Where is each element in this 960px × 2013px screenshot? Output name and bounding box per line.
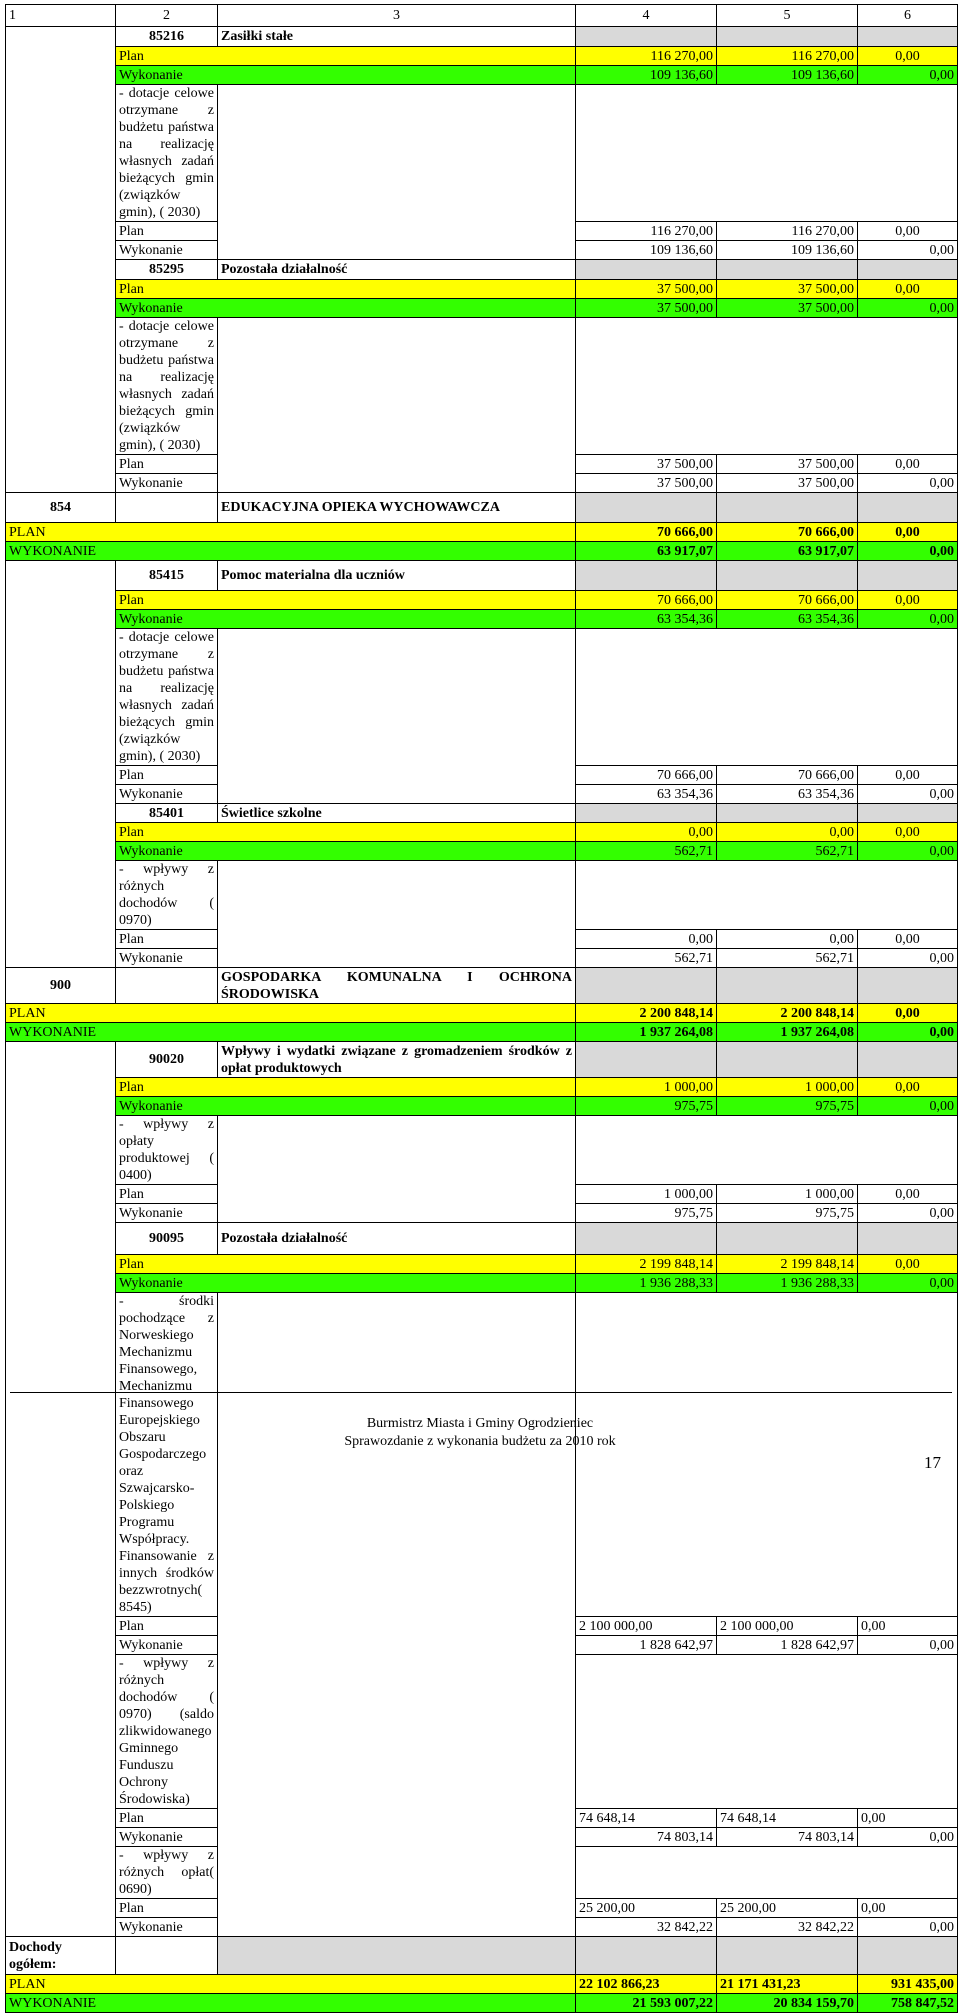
column-number: 6 — [858, 5, 958, 27]
chapter-row — [6, 27, 958, 47]
blank-cell — [717, 968, 858, 1004]
plan-value: 975,75 — [576, 1097, 717, 1116]
blank-cell — [858, 561, 958, 591]
difference-value: 0,00 — [858, 1078, 958, 1097]
difference-value: 0,00 — [858, 785, 958, 804]
row-label: Plan — [116, 1809, 218, 1828]
execution-row — [6, 1994, 958, 2013]
difference-value: 931 435,00 — [858, 1975, 958, 1994]
blank-cell — [576, 804, 717, 823]
plan-value: 1 000,00 — [576, 1185, 717, 1204]
execution-value: 1 936 288,33 — [717, 1274, 858, 1293]
execution-value: 975,75 — [717, 1097, 858, 1116]
row-label: PLAN — [6, 1004, 576, 1023]
chapter-name: Świetlice szkolne — [218, 804, 576, 823]
row-label: Plan — [116, 455, 218, 474]
blank-cell — [717, 260, 858, 280]
row-label: Wykonanie — [116, 241, 218, 260]
left-margin-cell — [6, 27, 116, 493]
plan-row — [6, 1078, 958, 1097]
plan-row — [6, 280, 958, 299]
grand-total-row — [6, 1937, 958, 1975]
execution-value: 63 917,07 — [717, 542, 858, 561]
blank-cell — [576, 561, 717, 591]
execution-row — [6, 66, 958, 85]
blank-cell — [717, 1937, 858, 1975]
difference-value: 0,00 — [858, 1097, 958, 1116]
row-label: Wykonanie — [116, 949, 218, 968]
plan-value: 562,71 — [576, 949, 717, 968]
page-number: 17 — [924, 1453, 941, 1472]
plan-value: 63 917,07 — [576, 542, 717, 561]
chapter-code: 90095 — [116, 1223, 218, 1255]
row-label: Plan — [116, 591, 576, 610]
difference-value: 0,00 — [858, 299, 958, 318]
plan-value: 37 500,00 — [576, 474, 717, 493]
income-source-description: - środki pochodzące z Norweskiego Mechanizmu Finansowego, Mechanizmu Finansowego Europejskiego Obszaru Gospodarczego oraz Szwajcarsko-Polskiego Programu Współpracy. Finansowanie z innych środków bezzwrotnych( 8545) — [116, 1293, 218, 1617]
difference-value: 0,00 — [858, 474, 958, 493]
division-code: 900 — [6, 968, 116, 1004]
execution-value: 25 200,00 — [717, 1899, 858, 1918]
footer-divider — [10, 1392, 952, 1393]
chapter-name: Wpływy i wydatki związane z gromadzeniem środków z opłat produktowych — [218, 1042, 576, 1078]
blank-cell — [576, 968, 717, 1004]
plan-value: 2 200 848,14 — [576, 1004, 717, 1023]
difference-value: 0,00 — [858, 1918, 958, 1937]
blank-cell — [576, 1116, 958, 1185]
blank-cell — [717, 493, 858, 523]
indent-cell — [218, 1293, 576, 1937]
row-label: Wykonanie — [116, 474, 218, 493]
execution-value: 63 354,36 — [717, 610, 858, 629]
difference-value: 0,00 — [858, 542, 958, 561]
difference-value: 0,00 — [858, 66, 958, 85]
chapter-code: 90020 — [116, 1042, 218, 1078]
chapter-row — [6, 804, 958, 823]
income-source-row — [6, 629, 958, 766]
column-number: 4 — [576, 5, 717, 27]
execution-value: 1 000,00 — [717, 1185, 858, 1204]
left-margin-cell — [6, 1042, 116, 1937]
plan-value: 0,00 — [576, 930, 717, 949]
budget-table — [5, 4, 958, 2013]
row-label: Wykonanie — [116, 785, 218, 804]
row-label: Plan — [116, 1617, 218, 1636]
chapter-row — [6, 260, 958, 280]
row-label: WYKONANIE — [6, 542, 576, 561]
plan-value: 22 102 866,23 — [576, 1975, 717, 1994]
blank-cell — [717, 804, 858, 823]
blank-cell — [218, 1937, 576, 1975]
difference-value: 0,00 — [858, 523, 958, 542]
plan-value: 37 500,00 — [576, 299, 717, 318]
plan-value: 975,75 — [576, 1204, 717, 1223]
plan-row — [6, 591, 958, 610]
plan-value: 25 200,00 — [576, 1899, 717, 1918]
difference-value: 0,00 — [858, 766, 958, 785]
column-number: 1 — [6, 5, 116, 27]
row-label: WYKONANIE — [6, 1994, 576, 2013]
blank-cell — [858, 260, 958, 280]
row-label: Plan — [116, 222, 218, 241]
footer-report-title: Sprawozdanie z wykonania budżetu za 2010 rok — [344, 1434, 616, 1449]
blank-cell — [576, 1223, 717, 1255]
execution-row — [6, 299, 958, 318]
blank-cell — [116, 493, 218, 523]
indent-cell — [218, 629, 576, 804]
indent-cell — [218, 1116, 576, 1223]
column-number: 2 — [116, 5, 218, 27]
plan-value: 109 136,60 — [576, 66, 717, 85]
blank-cell — [576, 1847, 958, 1899]
column-number: 3 — [218, 5, 576, 27]
blank-cell — [116, 1937, 218, 1975]
chapter-name: Zasiłki stałe — [218, 27, 576, 47]
blank-cell — [576, 629, 958, 766]
chapter-code: 85216 — [116, 27, 218, 47]
plan-value: 2 100 000,00 — [576, 1617, 717, 1636]
blank-cell — [576, 1937, 717, 1975]
blank-cell — [858, 968, 958, 1004]
income-source-description: - wpływy z opłaty produktowej ( 0400) — [116, 1116, 218, 1185]
execution-value: 74 648,14 — [717, 1809, 858, 1828]
income-source-description: - wpływy z różnych opłat( 0690) — [116, 1847, 218, 1899]
division-name: GOSPODARKA KOMUNALNA I OCHRONA ŚRODOWISKA — [218, 968, 576, 1004]
blank-cell — [717, 1042, 858, 1078]
indent-cell — [218, 861, 576, 968]
execution-value: 116 270,00 — [717, 47, 858, 66]
execution-row — [6, 610, 958, 629]
blank-cell — [858, 1937, 958, 1975]
difference-value: 0,00 — [858, 1204, 958, 1223]
execution-row — [6, 842, 958, 861]
difference-value: 0,00 — [858, 930, 958, 949]
income-source-description: - dotacje celowe otrzymane z budżetu państwa na realizację własnych zadań bieżących gmin (związków gmin), ( 2030) — [116, 85, 218, 222]
row-label: Wykonanie — [116, 66, 576, 85]
blank-cell — [576, 1655, 958, 1809]
blank-cell — [576, 1042, 717, 1078]
blank-cell — [717, 27, 858, 47]
plan-value: 37 500,00 — [576, 455, 717, 474]
row-label: Wykonanie — [116, 1828, 218, 1847]
execution-value: 63 354,36 — [717, 785, 858, 804]
blank-cell — [576, 85, 958, 222]
row-label: Wykonanie — [116, 610, 576, 629]
execution-value: 74 803,14 — [717, 1828, 858, 1847]
total-label: Dochody ogółem: — [6, 1937, 116, 1975]
blank-cell — [858, 27, 958, 47]
execution-value: 975,75 — [717, 1204, 858, 1223]
execution-row — [6, 1097, 958, 1116]
execution-value: 562,71 — [717, 842, 858, 861]
row-label: Wykonanie — [116, 1636, 218, 1655]
execution-value: 37 500,00 — [717, 455, 858, 474]
plan-value: 0,00 — [576, 823, 717, 842]
row-label: WYKONANIE — [6, 1023, 576, 1042]
plan-row — [6, 47, 958, 66]
plan-value: 70 666,00 — [576, 523, 717, 542]
row-label: Plan — [116, 1185, 218, 1204]
plan-value: 70 666,00 — [576, 591, 717, 610]
income-source-description: - wpływy z różnych dochodów ( 0970) (saldo zlikwidowanego Gminnego Funduszu Ochrony Środowiska) — [116, 1655, 218, 1809]
row-label: Wykonanie — [116, 299, 576, 318]
blank-cell — [858, 493, 958, 523]
plan-value: 562,71 — [576, 842, 717, 861]
difference-value: 0,00 — [858, 1255, 958, 1274]
blank-cell — [576, 260, 717, 280]
chapter-row — [6, 561, 958, 591]
division-row — [6, 493, 958, 523]
difference-value: 0,00 — [858, 1617, 958, 1636]
execution-value: 562,71 — [717, 949, 858, 968]
row-label: Plan — [116, 280, 576, 299]
execution-value: 109 136,60 — [717, 66, 858, 85]
blank-cell — [576, 861, 958, 930]
plan-value: 37 500,00 — [576, 280, 717, 299]
blank-cell — [116, 968, 218, 1004]
plan-value: 21 593 007,22 — [576, 1994, 717, 2013]
difference-value: 0,00 — [858, 455, 958, 474]
difference-value: 0,00 — [858, 280, 958, 299]
row-label: Wykonanie — [116, 1274, 576, 1293]
left-margin-cell — [6, 561, 116, 968]
row-label: Plan — [116, 930, 218, 949]
row-label: Plan — [116, 766, 218, 785]
difference-value: 0,00 — [858, 610, 958, 629]
chapter-code: 85295 — [116, 260, 218, 280]
row-label: Plan — [116, 1078, 576, 1097]
difference-value: 0,00 — [858, 47, 958, 66]
plan-value: 74 803,14 — [576, 1828, 717, 1847]
difference-value: 0,00 — [858, 1023, 958, 1042]
income-source-row — [6, 1116, 958, 1185]
column-number: 5 — [717, 5, 858, 27]
chapter-name: Pomoc materialna dla uczniów — [218, 561, 576, 591]
difference-value: 0,00 — [858, 823, 958, 842]
execution-value: 21 171 431,23 — [717, 1975, 858, 1994]
execution-value: 20 834 159,70 — [717, 1994, 858, 2013]
difference-value: 0,00 — [858, 842, 958, 861]
column-numbers-row — [6, 5, 958, 27]
plan-value: 32 842,22 — [576, 1918, 717, 1937]
income-source-row — [6, 85, 958, 222]
execution-value: 2 199 848,14 — [717, 1255, 858, 1274]
plan-value: 109 136,60 — [576, 241, 717, 260]
plan-value: 70 666,00 — [576, 766, 717, 785]
row-label: PLAN — [6, 523, 576, 542]
execution-value: 70 666,00 — [717, 523, 858, 542]
execution-value: 0,00 — [717, 823, 858, 842]
blank-cell — [576, 318, 958, 455]
plan-value: 1 936 288,33 — [576, 1274, 717, 1293]
income-source-row — [6, 1293, 958, 1617]
row-label: Plan — [116, 1899, 218, 1918]
execution-value: 116 270,00 — [717, 222, 858, 241]
blank-cell — [576, 1293, 958, 1617]
difference-value: 0,00 — [858, 949, 958, 968]
row-label: PLAN — [6, 1975, 576, 1994]
execution-row — [6, 1023, 958, 1042]
income-source-description: - wpływy z różnych dochodów ( 0970) — [116, 861, 218, 930]
difference-value: 0,00 — [858, 591, 958, 610]
division-name: EDUKACYJNA OPIEKA WYCHOWAWCZA — [218, 493, 576, 523]
chapter-code: 85401 — [116, 804, 218, 823]
chapter-name: Pozostała działalność — [218, 260, 576, 280]
row-label: Wykonanie — [116, 842, 576, 861]
chapter-code: 85415 — [116, 561, 218, 591]
plan-value: 1 000,00 — [576, 1078, 717, 1097]
blank-cell — [576, 27, 717, 47]
blank-cell — [858, 1223, 958, 1255]
execution-value: 0,00 — [717, 930, 858, 949]
row-label: Wykonanie — [116, 1204, 218, 1223]
row-label: Wykonanie — [116, 1918, 218, 1937]
plan-value: 63 354,36 — [576, 610, 717, 629]
execution-value: 37 500,00 — [717, 280, 858, 299]
blank-cell — [717, 561, 858, 591]
difference-value: 0,00 — [858, 1004, 958, 1023]
execution-value: 70 666,00 — [717, 766, 858, 785]
row-label: Plan — [116, 823, 576, 842]
plan-value: 116 270,00 — [576, 222, 717, 241]
plan-row — [6, 1255, 958, 1274]
difference-value: 758 847,52 — [858, 1994, 958, 2013]
blank-cell — [858, 1042, 958, 1078]
execution-value: 2 100 000,00 — [717, 1617, 858, 1636]
footer-author: Burmistrz Miasta i Gminy Ogrodzieniec — [366, 1416, 594, 1431]
indent-cell — [218, 318, 576, 493]
execution-value: 37 500,00 — [717, 299, 858, 318]
income-source-description: - dotacje celowe otrzymane z budżetu państwa na realizację własnych zadań bieżących gmin (związków gmin), ( 2030) — [116, 629, 218, 766]
blank-cell — [576, 493, 717, 523]
execution-value: 2 200 848,14 — [717, 1004, 858, 1023]
execution-row — [6, 1274, 958, 1293]
budget-table-body — [6, 5, 958, 2013]
plan-value: 2 199 848,14 — [576, 1255, 717, 1274]
chapter-name: Pozostała działalność — [218, 1223, 576, 1255]
indent-cell — [218, 85, 576, 260]
plan-value: 63 354,36 — [576, 785, 717, 804]
row-label: Plan — [116, 1255, 576, 1274]
difference-value: 0,00 — [858, 222, 958, 241]
execution-value: 1 828 642,97 — [717, 1636, 858, 1655]
division-row — [6, 968, 958, 1004]
execution-row — [6, 542, 958, 561]
difference-value: 0,00 — [858, 1636, 958, 1655]
plan-row — [6, 823, 958, 842]
row-label: Wykonanie — [116, 1097, 576, 1116]
difference-value: 0,00 — [858, 1274, 958, 1293]
plan-value: 116 270,00 — [576, 47, 717, 66]
execution-value: 70 666,00 — [717, 591, 858, 610]
difference-value: 0,00 — [858, 1809, 958, 1828]
blank-cell — [858, 804, 958, 823]
row-label: Plan — [116, 47, 576, 66]
plan-value: 74 648,14 — [576, 1809, 717, 1828]
execution-value: 32 842,22 — [717, 1918, 858, 1937]
difference-value: 0,00 — [858, 241, 958, 260]
execution-value: 109 136,60 — [717, 241, 858, 260]
difference-value: 0,00 — [858, 1185, 958, 1204]
difference-value: 0,00 — [858, 1899, 958, 1918]
plan-row — [6, 523, 958, 542]
blank-cell — [717, 1223, 858, 1255]
plan-value: 1 828 642,97 — [576, 1636, 717, 1655]
income-source-row — [6, 318, 958, 455]
plan-value: 1 937 264,08 — [576, 1023, 717, 1042]
difference-value: 0,00 — [858, 1828, 958, 1847]
plan-row — [6, 1975, 958, 1994]
division-code: 854 — [6, 493, 116, 523]
plan-row — [6, 1004, 958, 1023]
execution-value: 1 937 264,08 — [717, 1023, 858, 1042]
chapter-row — [6, 1223, 958, 1255]
chapter-row — [6, 1042, 958, 1078]
income-source-description: - dotacje celowe otrzymane z budżetu państwa na realizację własnych zadań bieżących gmin (związków gmin), ( 2030) — [116, 318, 218, 455]
execution-value: 37 500,00 — [717, 474, 858, 493]
execution-value: 1 000,00 — [717, 1078, 858, 1097]
income-source-row — [6, 861, 958, 930]
